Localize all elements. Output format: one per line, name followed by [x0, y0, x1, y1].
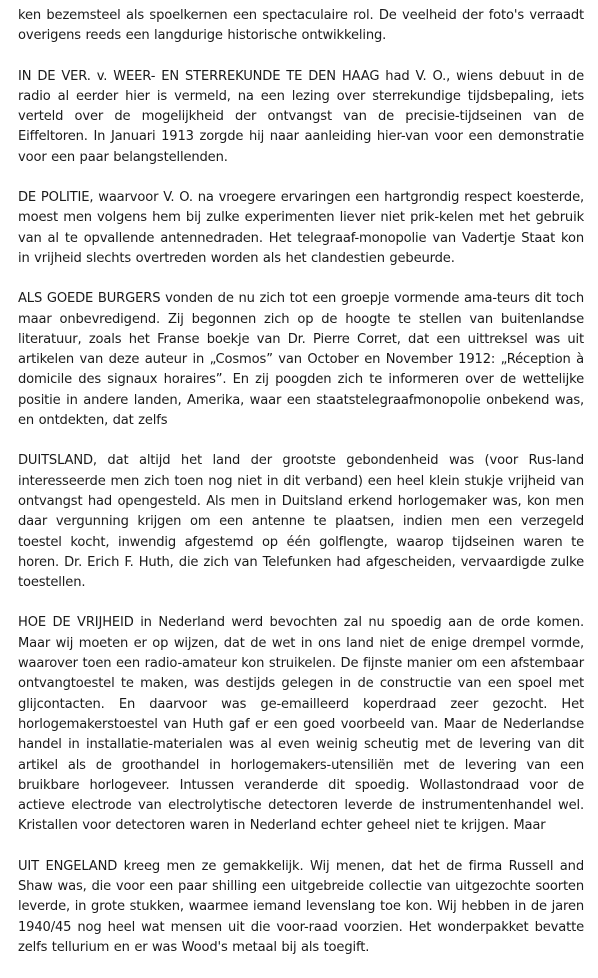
paragraph-text: had V. O., wiens debuut in de radio al eerder hier is vermeld, na een lezing over sterrekundige tijdsbepaling, iets verteld over de mogelijkheid der ontvangst van de precisie-tijdseinen van de Eiffeltoren. In Januari 1913 zorgde hij naar aanleiding hier-van voor een demonstratie voor een paar belangstellenden.	[18, 68, 584, 165]
paragraph-engeland	[18, 857, 584, 958]
paragraph-text: in Nederland werd bevochten zal nu spoedig aan de orde komen. Maar wij moeten er op wijzen, dat de wet in ons land niet de enige drempel vormde, waarover toen een radio-amateur kon struikelen. De fijnste manier om een afstembaar ontvangtoestel te maken, was destijds gelegen in de constructie van een spoel met glijcontacten. En daarvoor was ge-emailleerd koperdraad zeer gezocht. Het horlogemakerstoestel van Huth gaf er een goed voorbeeld van. Maar de Nederlandse handel in installatie-materialen was al even weinig scheutig met de levering van dit artikel als de groothandel in horlogemakers-utensiliën met de levering van een bruikbare horlogeveer. Intussen veranderde dit spoedig. Wollastondraad voor de actieve electrode van electrolytische detectoren leverde de instrumentenhandel wel. Kristallen voor detectoren waren in Nederland echter geheel niet te krijgen. Maar	[18, 615, 584, 834]
paragraph-lead: DUITSLAND	[18, 453, 93, 469]
paragraph-duitsland	[18, 451, 584, 593]
paragraph-lead: IN DE VER. v. WEER- EN STERREKUNDE TE DEN HAAG	[18, 68, 380, 84]
paragraph-text: ken bezemsteel als spoelkernen een spectaculaire rol. De veelheid der foto's verraadt overigens reeds een langdurige historische ontwikkeling.	[18, 8, 584, 44]
paragraph-text: , waarvoor V. O. na vroegere ervaringen een hartgrondig respect koesterde, moest men volgens hem bij zulke experimenten liever niet prik-kelen met het gebruik van al te opvallende antennedraden. Het telegraaf-monopolie van Vadertje Staat kon in vrijheid slechts overtreden worden als het clandestien gebeurde.	[18, 190, 584, 266]
paragraph-text: , dat altijd het land der grootste gebondenheid was (voor Rus-land interesseerde men zich toen nog niet in dit verband) een heel klein stukje vrijheid van ontvangst had opengesteld. Als men in Duitsland erkend horlogemaker was, kon men daar vergunning krijgen om een antenne te plaatsen, indien men een verzegeld toestel kocht, inwendig afgestemd op één golflengte, waarop tijdseinen waren te horen. Dr. Erich F. Huth, die zich van Telefunken had afgescheiden, vervaardigde zulke toestellen.	[18, 453, 584, 591]
paragraph-lead: DE POLITIE	[18, 190, 90, 206]
paragraph-lead: HOE DE VRIJHEID	[18, 615, 134, 631]
paragraph-text: kreeg men ze gemakkelijk. Wij menen, dat het de firma Russell and Shaw was, die voor een paar shilling een uitgebreide collectie van uitgezochte soorten leverde, in grote stukken, waarmee iemand levenslang toe kon. Wij hebben in de jaren 1940/45 nog heel wat mensen uit die voor-raad voorzien. Het wonderpakket bevatte zelfs tellurium en er was Wood's metaal bij als toegift.	[18, 858, 584, 955]
paragraph-politie	[18, 188, 584, 269]
paragraph-goede-burgers	[18, 289, 584, 431]
paragraph-text: vonden de nu zich tot een groepje vormende ama-teurs dit toch maar onbevredigend. Zij begonnen zich op de hoogte te stellen van buitenlandse literatuur, zoals het Franse boekje van Dr. Pierre Corret, dat een uittreksel was uit artikelen van deze auteur in „Cosmos” van October en November 1912: „Réception à domicile des signaux horaires”. En zij poogden zich te informeren over de wettelijke positie in andere landen, Amerika, waar een staatstelegraafmonopolie onbekend was, en ontdekten, dat zelfs	[18, 291, 584, 429]
paragraph-intro	[18, 6, 584, 47]
paragraph-lead: ALS GOEDE BURGERS	[18, 291, 161, 307]
paragraph-weer-sterrekunde	[18, 67, 584, 168]
paragraph-vrijheid	[18, 613, 584, 836]
paragraph-lead: UIT ENGELAND	[18, 858, 118, 874]
document-page	[18, 6, 584, 978]
